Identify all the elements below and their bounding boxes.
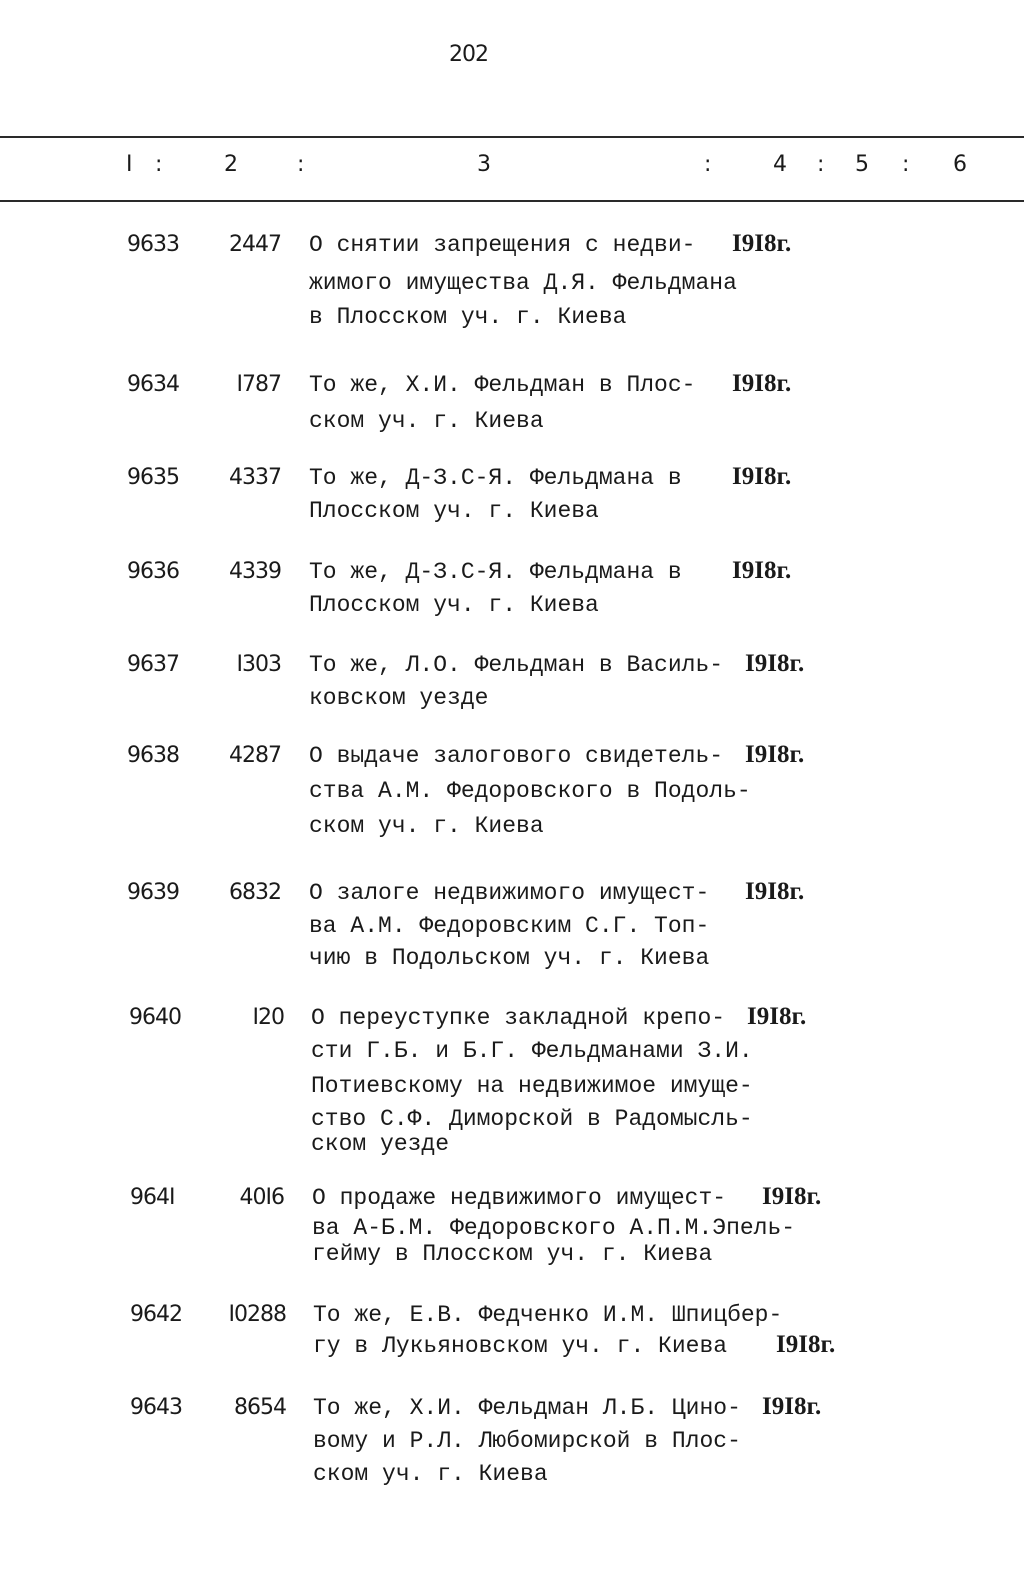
entry-code: 40I6 — [239, 1185, 284, 1210]
entry-description-line: жимого имущества Д.Я. Фельдмана — [309, 270, 737, 296]
entry-description-line: чию в Подольском уч. г. Киева — [309, 945, 710, 971]
entry-description-line: Потиевскому на недвижимое имуще- — [311, 1073, 753, 1099]
entry-code: 2447 — [229, 232, 281, 257]
entry-number: 9634 — [127, 372, 179, 397]
entry-number: 9636 — [127, 559, 179, 584]
entry-description-line: ва А-Б.М. Федоровского А.П.М.Эпель- — [312, 1215, 796, 1241]
entry-description-line: О снятии запрещения с недви- — [309, 232, 696, 258]
entry-description-line: О продаже недвижимого имущест- — [312, 1185, 727, 1211]
column-separator: : — [817, 152, 825, 177]
entry-description-line: То же, Д-З.С-Я. Фельдмана в — [309, 559, 682, 585]
column-header-6: 6 — [953, 152, 967, 177]
entry-description-line: ском уч. г. Киева — [309, 813, 544, 839]
header-rule-top — [0, 136, 1024, 138]
entry-description-line: То же, Л.О. Фельдман в Василь- — [309, 652, 724, 678]
entry-description-line: О залоге недвижимого имущест- — [309, 880, 710, 906]
entry-code: I303 — [236, 652, 281, 677]
entry-number: 9638 — [127, 743, 179, 768]
entry-code: 4287 — [229, 743, 281, 768]
entry-description-line: гейму в Плосском уч. г. Киева — [312, 1241, 713, 1267]
entry-description-line: ство С.Ф. Диморской в Радомысль- — [311, 1106, 753, 1132]
entry-year: I9I8г. — [732, 370, 792, 397]
entry-description-line: О выдаче залогового свидетель- — [309, 743, 724, 769]
entry-year: I9I8г. — [745, 741, 805, 768]
entry-number: 9633 — [127, 232, 179, 257]
entry-description-line: в Плосском уч. г. Киева — [309, 304, 627, 330]
entry-code: 8654 — [234, 1395, 286, 1420]
entry-description-line: ском уч. г. Киева — [309, 408, 544, 434]
entry-code: I20 — [252, 1005, 284, 1030]
column-separator: : — [704, 152, 712, 177]
entry-description-line: То же, Х.И. Фельдман в Плос- — [309, 372, 696, 398]
entry-description-line: гу в Лукьяновском уч. г. Киева — [313, 1333, 728, 1359]
entry-number: 9637 — [127, 652, 179, 677]
entry-description-line: ства А.М. Федоровского в Подоль- — [309, 778, 751, 804]
column-separator: : — [297, 152, 305, 177]
entry-year: I9I8г. — [745, 650, 805, 677]
entry-description-line: Плосском уч. г. Киева — [309, 592, 599, 618]
entry-description-line: О переуступке закладной крепо- — [311, 1005, 726, 1031]
entry-code: I0288 — [228, 1302, 286, 1327]
entry-description-line: ковском уезде — [309, 685, 489, 711]
entry-number: 964I — [130, 1185, 175, 1210]
entry-number: 9635 — [127, 465, 179, 490]
entry-description-line: ва А.М. Федоровским С.Г. Топ- — [309, 913, 710, 939]
page-number: 202 — [449, 42, 488, 67]
column-header-4: 4 — [773, 152, 787, 177]
entry-description-line: сти Г.Б. и Б.Г. Фельдманами З.И. — [311, 1038, 753, 1064]
entry-description-line: ском уезде — [311, 1131, 450, 1157]
column-separator: : — [155, 152, 163, 177]
entry-description-line: То же, Е.В. Федченко И.М. Шпицбер- — [313, 1302, 783, 1328]
entry-year: I9I8г. — [762, 1393, 822, 1420]
column-header-1: I — [126, 152, 133, 177]
entry-year: I9I8г. — [732, 557, 792, 584]
entry-year: I9I8г. — [762, 1183, 822, 1210]
column-header-5: 5 — [855, 152, 869, 177]
entry-code: 4339 — [229, 559, 281, 584]
entry-year: I9I8г. — [732, 463, 792, 490]
entry-number: 9643 — [130, 1395, 182, 1420]
entry-code: I787 — [236, 372, 281, 397]
entry-description-line: То же, Х.И. Фельдман Л.Б. Цино- — [313, 1395, 741, 1421]
column-separator: : — [902, 152, 910, 177]
entry-description-line: ском уч. г. Киева — [313, 1461, 548, 1487]
entry-description-line: То же, Д-З.С-Я. Фельдмана в — [309, 465, 682, 491]
entry-number: 9639 — [127, 880, 179, 905]
column-header-3: 3 — [477, 152, 491, 177]
entry-year: I9I8г. — [747, 1003, 807, 1030]
entry-description-line: Плосском уч. г. Киева — [309, 498, 599, 524]
header-rule-bottom — [0, 200, 1024, 202]
entry-code: 4337 — [229, 465, 281, 490]
entry-description-line: вому и Р.Л. Любомирской в Плос- — [313, 1428, 741, 1454]
entry-year: I9I8г. — [745, 878, 805, 905]
entry-code: 6832 — [229, 880, 281, 905]
entry-year: I9I8г. — [732, 230, 792, 257]
column-header-2: 2 — [224, 152, 238, 177]
entry-year: I9I8г. — [776, 1331, 836, 1358]
entry-number: 9640 — [129, 1005, 181, 1030]
entry-number: 9642 — [130, 1302, 182, 1327]
